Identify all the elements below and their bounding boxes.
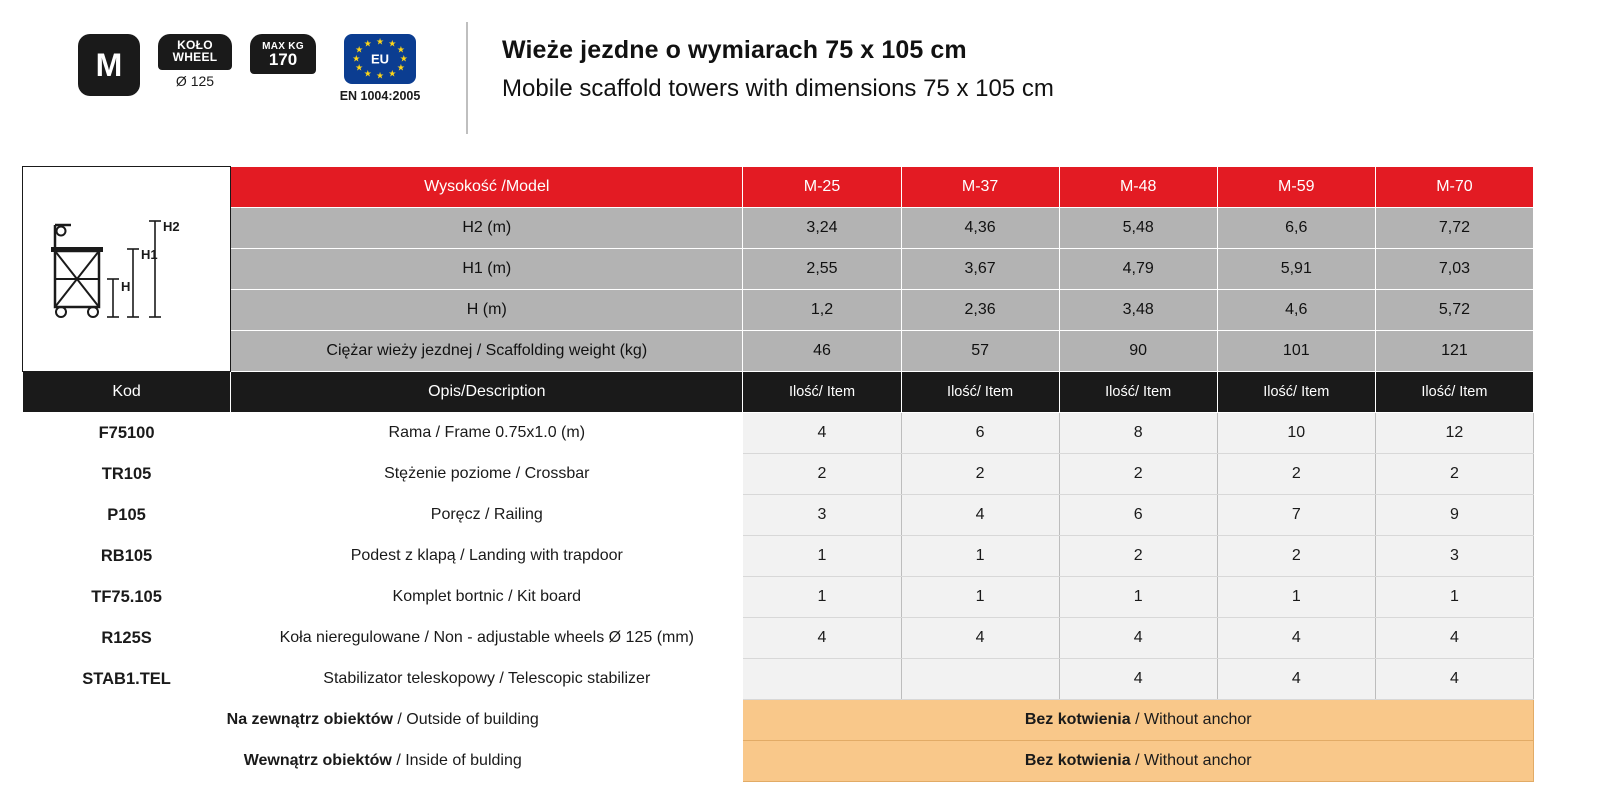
item-qty-6-3: 4 [1217, 659, 1375, 700]
page-header [0, 0, 1600, 120]
header-divider [466, 22, 468, 134]
item-desc-6: Stabilizator teleskopowy / Telescopic stabilizer [231, 659, 743, 700]
item-qty-1-3: 2 [1217, 454, 1375, 495]
anchor-label-inside [23, 741, 743, 782]
wheel-badge-line1: KOŁO [177, 38, 213, 52]
spec-row-h2-value-1: 4,36 [901, 208, 1059, 249]
item-qty-3-3: 2 [1217, 536, 1375, 577]
item-code-1: TR105 [23, 454, 231, 495]
page-title-pl: Wieże jezdne o wymiarach 75 x 105 cm [502, 36, 967, 64]
item-qty-1-4: 2 [1375, 454, 1533, 495]
items-header-code: Kod [23, 372, 231, 413]
item-qty-5-4: 4 [1375, 618, 1533, 659]
wheel-badge [158, 34, 232, 89]
item-qty-6-0 [743, 659, 901, 700]
table-row [23, 536, 1534, 577]
max-load-label: MAX KG [262, 41, 304, 52]
scaffold-diagram-icon [37, 209, 217, 329]
item-desc-0: Rama / Frame 0.75x1.0 (m) [231, 413, 743, 454]
items-header-description: Opis/Description [231, 372, 743, 413]
model-header-4: M-70 [1375, 167, 1533, 208]
item-desc-4: Komplet bortnic / Kit board [231, 577, 743, 618]
anchor-value-inside [743, 741, 1534, 782]
spec-row-h1-label: H1 (m) [231, 249, 743, 290]
anchor-label-outside [23, 700, 743, 741]
items-header-item-2: Ilość/ Item [1059, 372, 1217, 413]
model-header-label: Wysokość /Model [231, 167, 743, 208]
item-qty-2-1: 4 [901, 495, 1059, 536]
badge-group [78, 22, 426, 103]
item-qty-1-0: 2 [743, 454, 901, 495]
anchor-value-inside-en: / Without anchor [1130, 752, 1252, 769]
item-code-2: P105 [23, 495, 231, 536]
max-load-badge-cap [250, 34, 316, 74]
item-qty-3-2: 2 [1059, 536, 1217, 577]
item-qty-5-1: 4 [901, 618, 1059, 659]
spec-row-weight-value-1: 57 [901, 331, 1059, 372]
model-header-3: M-59 [1217, 167, 1375, 208]
max-load-value: 170 [268, 50, 298, 69]
spec-row-h2 [23, 208, 1534, 249]
item-qty-0-4: 12 [1375, 413, 1533, 454]
item-qty-2-2: 6 [1059, 495, 1217, 536]
size-badge [78, 34, 140, 96]
header-titles [502, 22, 1054, 103]
anchor-value-inside-pl: Bez kotwienia [1024, 752, 1131, 769]
item-code-4: TF75.105 [23, 577, 231, 618]
item-qty-5-2: 4 [1059, 618, 1217, 659]
item-qty-0-1: 6 [901, 413, 1059, 454]
table-row [23, 659, 1534, 700]
item-qty-3-4: 3 [1375, 536, 1533, 577]
item-qty-4-4: 1 [1375, 577, 1533, 618]
item-qty-4-1: 1 [901, 577, 1059, 618]
spec-table [22, 166, 1534, 782]
spec-row-h1 [23, 249, 1534, 290]
wheel-badge-line2: WHEEL [172, 50, 218, 64]
items-header-item-3: Ilość/ Item [1217, 372, 1375, 413]
model-header-0: M-25 [743, 167, 901, 208]
eu-norm-badge [334, 34, 426, 103]
spec-row-h-value-2: 3,48 [1059, 290, 1217, 331]
spec-row-weight-value-4: 121 [1375, 331, 1533, 372]
spec-row-h-label: H (m) [231, 290, 743, 331]
eu-norm-text: EN 1004:2005 [339, 89, 421, 103]
spec-row-h2-label: H2 (m) [231, 208, 743, 249]
spec-row-h1-value-3: 5,91 [1217, 249, 1375, 290]
table-row [23, 495, 1534, 536]
item-qty-5-0: 4 [743, 618, 901, 659]
item-qty-2-4: 9 [1375, 495, 1533, 536]
spec-row-h1-value-1: 3,67 [901, 249, 1059, 290]
item-qty-6-4: 4 [1375, 659, 1533, 700]
anchor-row-outside [23, 700, 1534, 741]
model-header-2: M-48 [1059, 167, 1217, 208]
item-qty-1-1: 2 [901, 454, 1059, 495]
item-code-3: RB105 [23, 536, 231, 577]
item-desc-5: Koła nieregulowane / Non - adjustable wheels Ø 125 (mm) [231, 618, 743, 659]
table-row [23, 454, 1534, 495]
item-qty-6-1 [901, 659, 1059, 700]
item-qty-4-0: 1 [743, 577, 901, 618]
item-qty-5-3: 4 [1217, 618, 1375, 659]
spec-row-weight-value-2: 90 [1059, 331, 1217, 372]
table-row [23, 413, 1534, 454]
items-header-row [23, 372, 1534, 413]
anchor-label-inside-pl: Wewnątrz obiektów [243, 752, 392, 769]
svg-text:H: H [120, 279, 130, 294]
item-qty-0-0: 4 [743, 413, 901, 454]
anchor-label-outside-pl: Na zewnątrz obiektów [226, 711, 393, 728]
anchor-value-outside-pl: Bez kotwienia [1024, 711, 1131, 728]
spec-row-h2-value-0: 3,24 [743, 208, 901, 249]
eu-flag-label: EU [370, 51, 390, 67]
spec-row-h2-value-2: 5,48 [1059, 208, 1217, 249]
eu-flag-icon: ★ ★ ★ ★ ★ ★ ★ ★ ★ ★ ★ ★ EU [344, 34, 416, 84]
spec-row-h1-value-4: 7,03 [1375, 249, 1533, 290]
spec-row-h-value-4: 5,72 [1375, 290, 1533, 331]
spec-row-h [23, 290, 1534, 331]
item-qty-2-3: 7 [1217, 495, 1375, 536]
wheel-badge-diameter: Ø 125 [175, 73, 215, 89]
item-qty-4-3: 1 [1217, 577, 1375, 618]
anchor-label-inside-en: / Inside of bulding [391, 752, 522, 769]
spec-row-h-value-0: 1,2 [743, 290, 901, 331]
item-qty-2-0: 3 [743, 495, 901, 536]
anchor-row-inside [23, 741, 1534, 782]
item-code-0: F75100 [23, 413, 231, 454]
item-qty-0-3: 10 [1217, 413, 1375, 454]
item-qty-6-2: 4 [1059, 659, 1217, 700]
spec-row-h-value-3: 4,6 [1217, 290, 1375, 331]
item-code-5: R125S [23, 618, 231, 659]
item-qty-0-2: 8 [1059, 413, 1217, 454]
size-badge-letter: M [95, 46, 123, 83]
page-title-en: Mobile scaffold towers with dimensions 75 x 105 cm [502, 75, 1054, 102]
spec-row-h1-value-2: 4,79 [1059, 249, 1217, 290]
wheel-badge-cap [158, 34, 232, 70]
model-header-1: M-37 [901, 167, 1059, 208]
table-row [23, 577, 1534, 618]
item-qty-1-2: 2 [1059, 454, 1217, 495]
item-qty-4-2: 1 [1059, 577, 1217, 618]
spec-row-h2-value-3: 6,6 [1217, 208, 1375, 249]
item-desc-3: Podest z klapą / Landing with trapdoor [231, 536, 743, 577]
table-header-row [23, 167, 1534, 208]
item-desc-1: Stężenie poziome / Crossbar [231, 454, 743, 495]
anchor-value-outside-en: / Without anchor [1130, 711, 1252, 728]
spec-table-wrap [22, 166, 1534, 782]
svg-text:H1: H1 [140, 247, 158, 262]
svg-text:H2: H2 [162, 219, 180, 234]
item-desc-2: Poręcz / Railing [231, 495, 743, 536]
table-row [23, 618, 1534, 659]
spec-row-weight-value-3: 101 [1217, 331, 1375, 372]
items-header-item-1: Ilość/ Item [901, 372, 1059, 413]
item-code-6: STAB1.TEL [23, 659, 231, 700]
spec-row-weight [23, 331, 1534, 372]
spec-row-h1-value-0: 2,55 [743, 249, 901, 290]
items-header-item-0: Ilość/ Item [743, 372, 901, 413]
spec-row-weight-label: Ciężar wieży jezdnej / Scaffolding weight (kg) [231, 331, 743, 372]
spec-row-h2-value-4: 7,72 [1375, 208, 1533, 249]
items-header-item-4: Ilość/ Item [1375, 372, 1533, 413]
spec-row-h-value-1: 2,36 [901, 290, 1059, 331]
anchor-value-outside [743, 700, 1534, 741]
anchor-label-outside-en: / Outside of building [392, 711, 539, 728]
item-qty-3-1: 1 [901, 536, 1059, 577]
spec-row-weight-value-0: 46 [743, 331, 901, 372]
max-load-badge [250, 34, 316, 74]
item-qty-3-0: 1 [743, 536, 901, 577]
scaffold-diagram-cell [23, 167, 231, 372]
